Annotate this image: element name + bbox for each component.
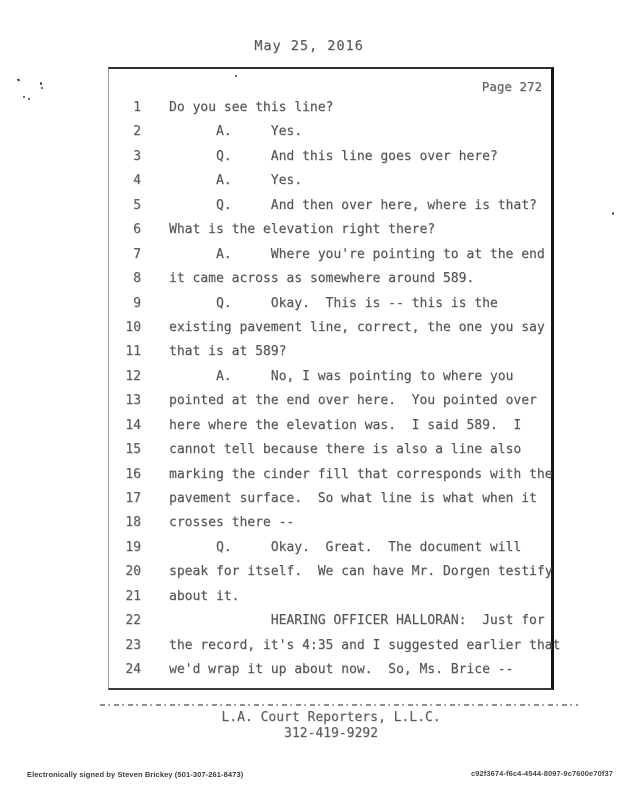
line-number: 9 [133,295,141,311]
line-number: 4 [133,173,141,189]
transcript-line [109,564,551,588]
transcript-line [109,393,551,417]
line-text: Q. Okay. This is -- this is the [169,295,498,311]
transcript-page-frame [108,67,561,690]
transcript-line [109,418,551,442]
line-number: 14 [125,417,141,433]
line-number: 13 [125,393,141,409]
electronic-signature-note: Electronically signed by Steven Brickey (501-307-261-8473) [27,770,244,779]
page-number-label: Page 272 [481,79,542,94]
line-number: 17 [125,491,141,506]
line-text: A. No, I was pointing to where you [169,368,514,384]
line-number: 2 [133,124,141,140]
date-header: May 25, 2016 [254,38,364,54]
line-text: pointed at the end over here. You pointed over [169,393,537,409]
line-number: 5 [133,197,141,213]
transcript-line [109,320,551,344]
scan-speck [41,87,43,89]
line-text: existing pavement line, correct, the one you say [169,319,545,335]
line-number: 3 [133,148,141,164]
line-number: 15 [125,442,141,458]
transcript-line [109,124,551,148]
transcript-line [109,344,551,368]
scan-speck [612,212,614,215]
line-text: HEARING OFFICER HALLORAN: Just for [169,613,545,629]
transcript-line [109,149,551,173]
transcript-line [109,491,551,515]
scan-speck [28,98,30,100]
line-number: 18 [125,515,141,531]
line-text: pavement surface. So what line is what when it [169,491,537,506]
transcript-line [109,369,551,393]
transcript-line [109,100,551,124]
line-number: 7 [133,246,141,262]
line-number: 10 [125,319,141,335]
transcript-line [109,515,551,539]
scan-speck [23,96,25,98]
scan-artifact-dashed-line [100,704,578,706]
transcript-line [109,271,551,295]
line-text: A. Yes. [169,173,303,189]
scan-speck [235,75,237,77]
transcript-line [109,198,551,222]
line-number: 19 [125,539,141,555]
line-number: 21 [125,588,141,604]
document-id: c92f3674-f6c4-4544-8097-9c7600e70f37 [470,769,613,778]
transcript-line [109,540,551,564]
line-text: it came across as somewhere around 589. [169,271,475,287]
transcript-line [109,589,551,613]
line-text: about it. [169,588,240,604]
line-number: 23 [125,637,141,653]
reporter-footer [108,710,554,742]
line-text: cannot tell because there is also a line also [169,442,522,458]
line-number: 12 [125,368,141,384]
line-text: that is at 589? [169,344,287,360]
transcript-line [109,222,551,246]
line-number: 1 [133,100,141,115]
transcript-line [109,662,551,686]
line-text: Do you see this line? [169,100,334,115]
scan-speck [17,79,21,82]
line-text: marking the cinder fill that corresponds with the [169,466,553,482]
line-number: 16 [125,466,141,482]
reporter-name: L.A. Court Reporters, L.L.C. [221,710,441,725]
line-number: 6 [133,222,141,238]
transcript-lines [109,100,561,687]
line-text: A. Yes. [169,124,303,140]
transcript-line [109,442,551,466]
line-number: 11 [125,344,141,360]
transcript-line [109,613,551,637]
transcript-line [109,637,561,662]
line-text: A. Where you're pointing to at the end [169,246,545,262]
transcript-line [109,173,551,197]
line-number: 8 [133,271,141,287]
transcript-line [109,296,551,320]
transcript-line [109,467,551,491]
line-text: Q. Okay. Great. The document will [169,539,522,555]
transcript-line [109,247,551,271]
line-text: here where the elevation was. I said 589. I [169,417,522,433]
line-number: 20 [125,564,141,580]
line-text: Q. And this line goes over here? [169,148,498,164]
line-text: speak for itself. We can have Mr. Dorgen testify [169,564,553,580]
line-text: the record, it's 4:35 and I suggested earlier that [169,637,561,653]
line-text: Q. And then over here, where is that? [169,197,537,213]
line-number: 24 [125,662,141,678]
line-number: 22 [125,613,141,629]
line-text: crosses there -- [169,515,295,531]
line-text: What is the elevation right there? [169,222,436,238]
line-text: we'd wrap it up about now. So, Ms. Brice -- [169,662,514,678]
scan-speck [40,82,42,85]
reporter-phone: 312-419-9292 [284,726,378,741]
